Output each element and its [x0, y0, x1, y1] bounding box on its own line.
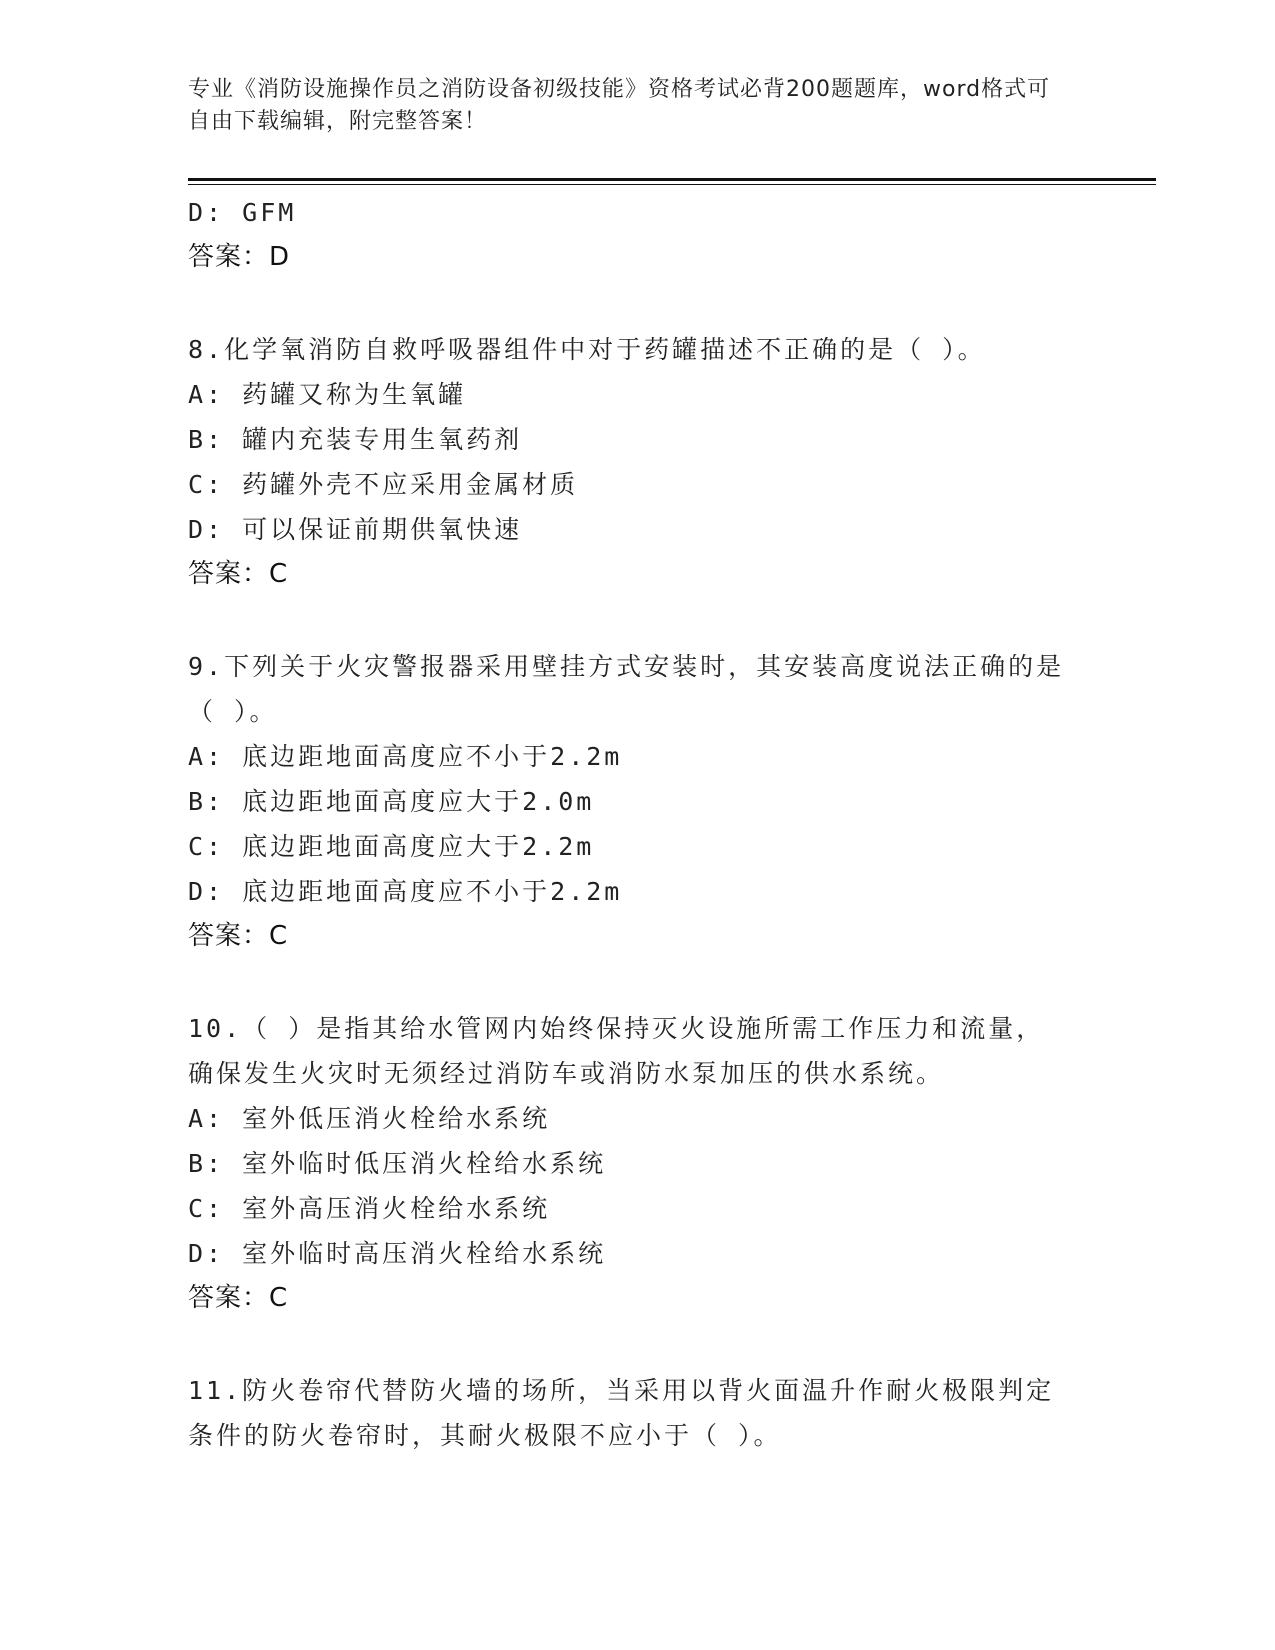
question-11: [188, 1368, 1088, 1458]
answer-label: 答案：C: [188, 921, 289, 951]
spacer: [188, 959, 1088, 1006]
question-8: [188, 327, 1088, 597]
option-d: D: 可以保证前期供氧快速: [188, 515, 523, 544]
option-b: B: 底边距地面高度应大于2.0m: [188, 787, 595, 816]
spacer: [188, 597, 1088, 644]
question-stem: 10.（ ）是指其给水管网内始终保持灭火设施所需工作压力和流量，确保发生火灾时无须经过消防车或消防水泵加压的供水系统。: [188, 1014, 1045, 1088]
document-header: 专业《消防设施操作员之消防设备初级技能》资格考试必背200题题库，word格式可自由下载编辑，附完整答案！: [188, 77, 1051, 134]
option-b: B: 罐内充装专用生氧药剂: [188, 425, 523, 454]
question-9: [188, 644, 1088, 959]
question-stem: 9.下列关于火灾警报器采用壁挂方式安装时，其安装高度说法正确的是（ ）。: [188, 652, 1065, 726]
option-a: A: 药罐又称为生氧罐: [188, 380, 467, 409]
header-divider-thin: [188, 184, 1156, 185]
option-a: A: 底边距地面高度应不小于2.2m: [188, 742, 623, 771]
header-divider-thick: [188, 178, 1156, 181]
question-stem: 8.化学氧消防自救呼吸器组件中对于药罐描述不正确的是（ ）。: [188, 335, 986, 364]
question-10: [188, 1006, 1088, 1321]
option-b: B: 室外临时低压消火栓给水系统: [188, 1149, 607, 1178]
option-d: D: 室外临时高压消火栓给水系统: [188, 1239, 607, 1268]
question-7-tail: [188, 190, 1088, 280]
option-c: C: 室外高压消火栓给水系统: [188, 1194, 551, 1223]
option-d: D: GFM: [188, 198, 297, 227]
answer-label: 答案：C: [188, 1283, 289, 1313]
answer-label: 答案：C: [188, 559, 289, 589]
question-content: [188, 190, 1088, 1458]
question-stem: 11.防火卷帘代替防火墙的场所，当采用以背火面温升作耐火极限判定条件的防火卷帘时，其耐火极限不应小于（ ）。: [188, 1376, 1055, 1450]
answer-label: 答案：D: [188, 242, 291, 272]
option-a: A: 室外低压消火栓给水系统: [188, 1104, 551, 1133]
spacer: [188, 1321, 1088, 1368]
option-c: C: 底边距地面高度应大于2.2m: [188, 832, 595, 861]
spacer: [188, 280, 1088, 327]
option-d: D: 底边距地面高度应不小于2.2m: [188, 877, 623, 906]
option-c: C: 药罐外壳不应采用金属材质: [188, 470, 579, 499]
